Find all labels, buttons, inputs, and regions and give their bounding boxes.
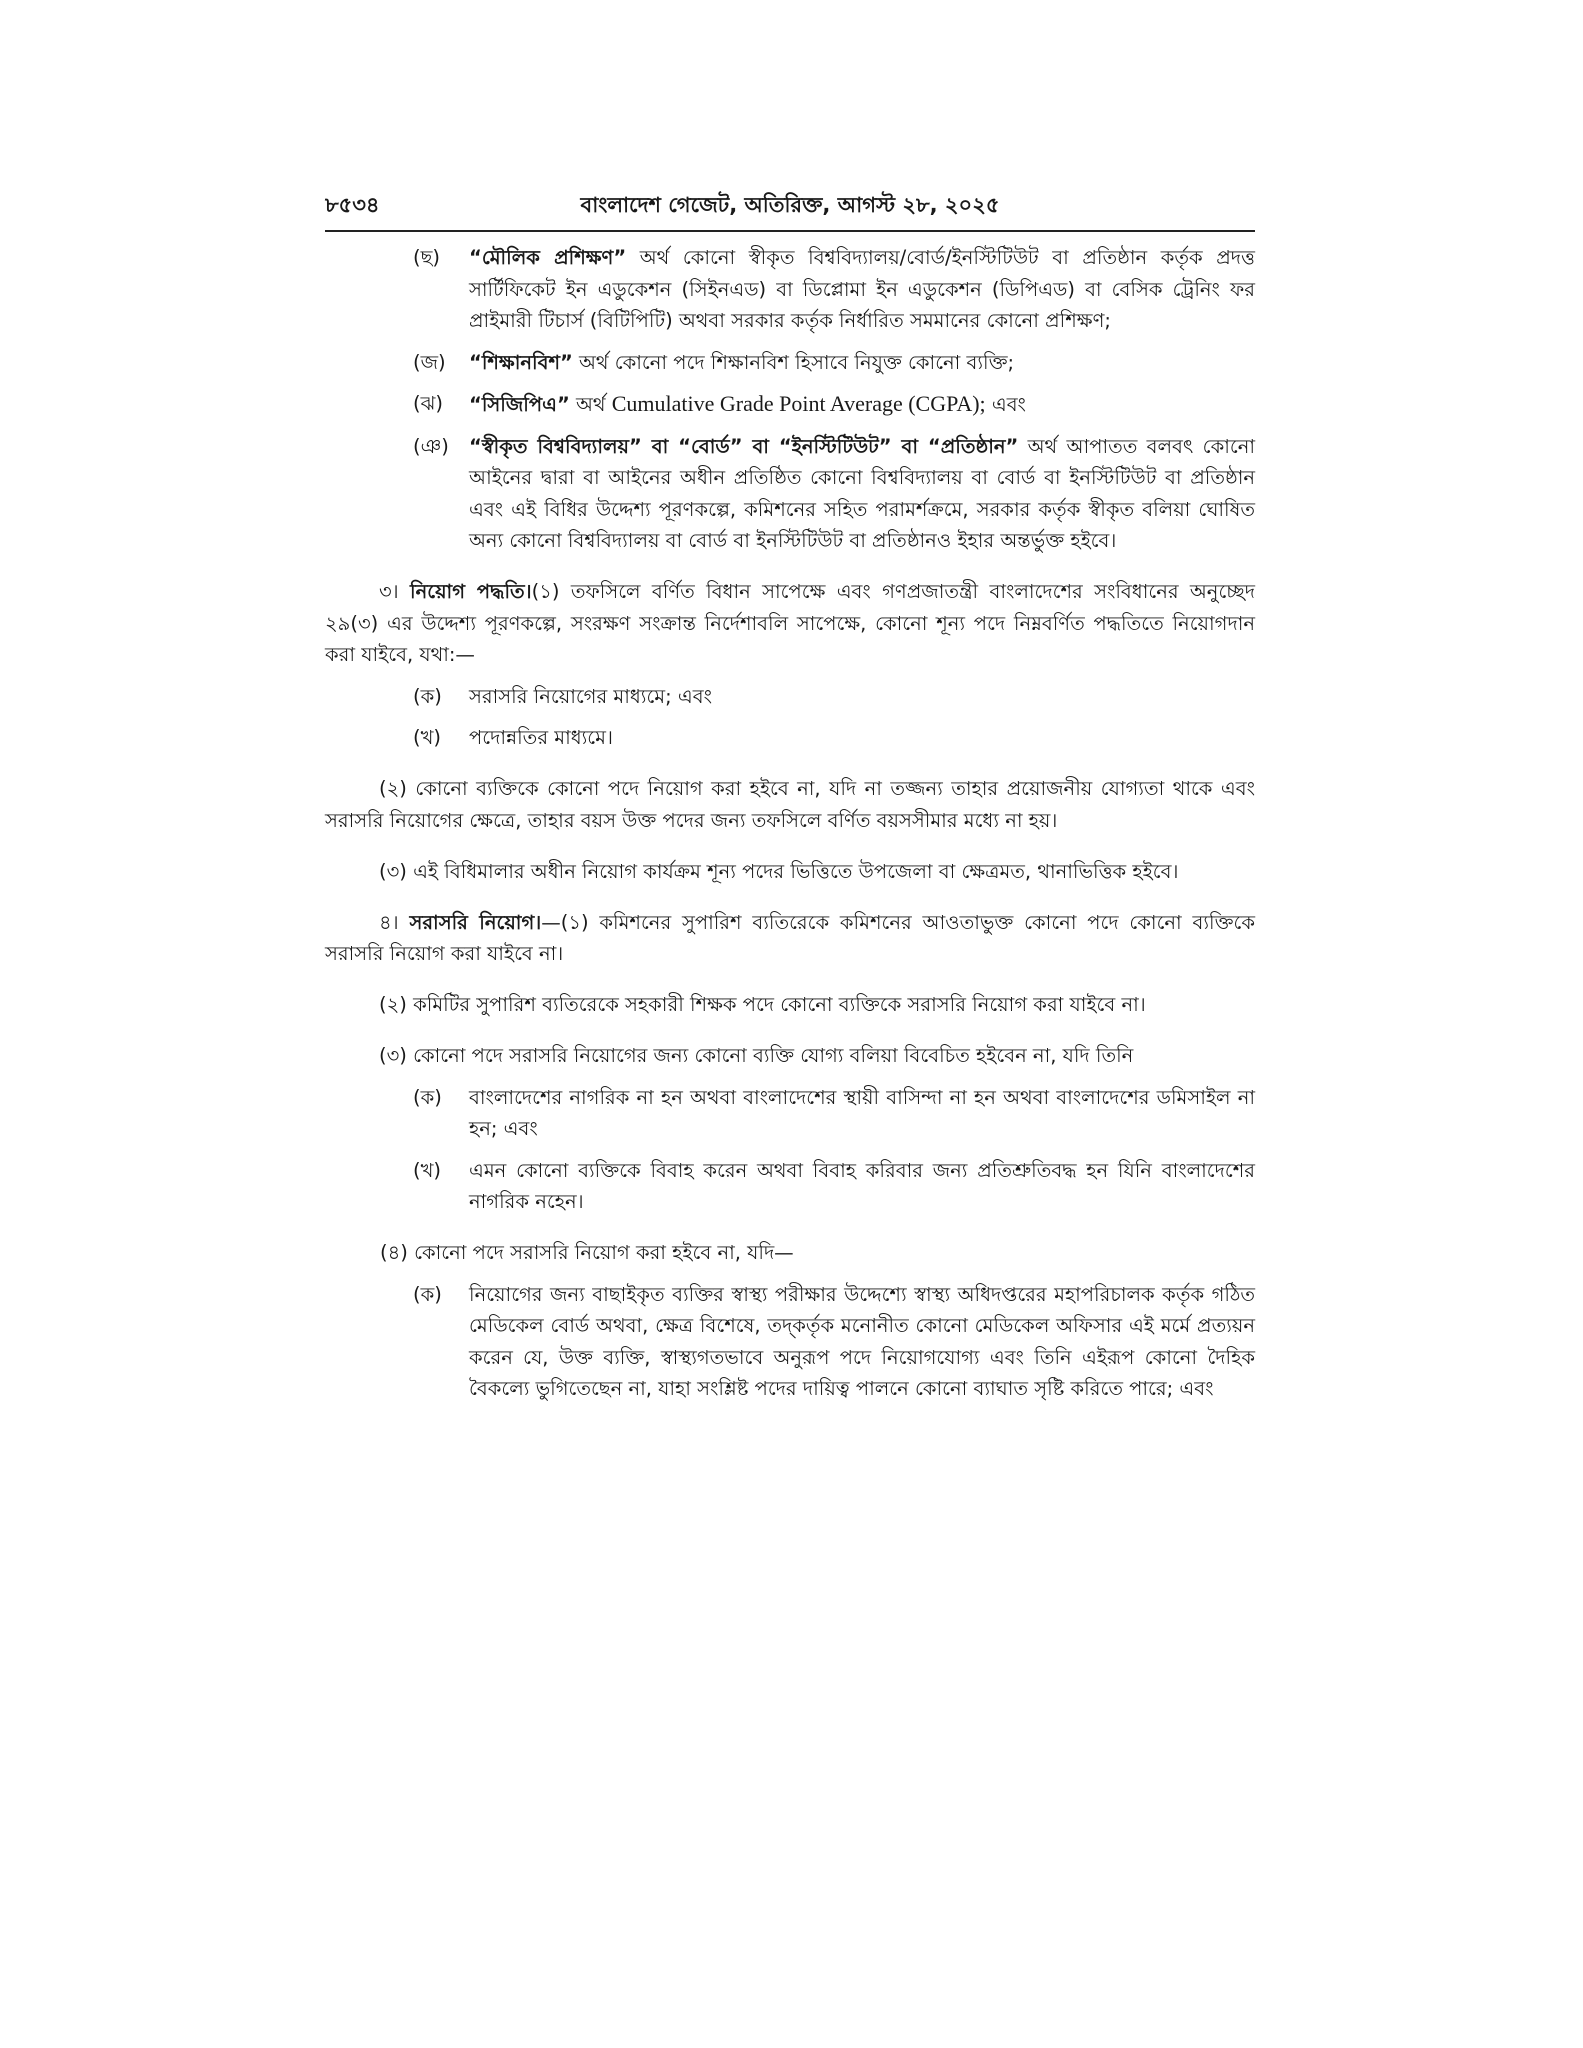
list-item-label: (খ) <box>413 1158 442 1182</box>
definition-label: (জ) <box>413 350 446 374</box>
definition-term: “সিজিপিএ” <box>469 393 570 416</box>
definition-text: অর্থ কোনো স্বীকৃত বিশ্ববিদ্যালয়/বোর্ড/ইনস্টিটিউট বা প্রতিষ্ঠান কর্তৃক প্রদত্ত সার্টিফিকেট ইন এডুকেশন (সিইনএড) বা ডিপ্লোমা ইন এডুকেশন (ডিপিএড) বা বেসিক ট্রেনিং ফর প্রাইমারী টিচার্স (বিটিপিটি) অথবা সরকার কর্তৃক নির্ধারিত সমমানের কোনো প্রশিক্ষণ; <box>469 246 1255 332</box>
list-item-text: বাংলাদেশের নাগরিক না হন অথবা বাংলাদেশের স্থায়ী বাসিন্দা না হন অথবা বাংলাদেশের ডমিসাইল না হন; এবং <box>469 1085 1255 1140</box>
rule-4-number: ৪। <box>379 910 399 934</box>
definition-text: অর্থ কোনো পদে শিক্ষানবিশ হিসাবে নিযুক্ত কোনো ব্যক্তি; <box>572 350 1015 374</box>
list-item-label: (ক) <box>413 684 442 708</box>
rule-3-subrule-3: (৩) এই বিধিমালার অধীন নিয়োগ কার্যক্রম শূন্য পদের ভিত্তিতে উপজেলা বা ক্ষেত্রমত, থানাভিত্তিক হইবে। <box>379 859 1179 883</box>
definition-label: (ঞ) <box>413 434 449 458</box>
rule-3-number: ৩। <box>379 580 399 603</box>
rule-4-subrule-3: (৩) কোনো পদে সরাসরি নিয়োগের জন্য কোনো ব্যক্তি যোগ্য বলিয়া বিবেচিত হইবেন না, যদি তিনি <box>379 1044 1134 1067</box>
header-divider <box>325 230 1255 232</box>
page-number: ৮৫৩৪ <box>325 193 380 217</box>
rule-4-paragraph <box>325 907 1255 970</box>
rule-3-subrule-2: (২) কোনো ব্যক্তিকে কোনো পদে নিয়োগ করা হইবে না, যদি না তজ্জন্য তাহার প্রয়োজনীয় যোগ্যতা থাকে এবং সরাসরি নিয়োগের ক্ষেত্রে, তাহার বয়স উক্ত পদের জন্য তফসিলে বর্ণিত বয়সসীমার মধ্যে না হয়। <box>325 777 1255 832</box>
definition-item <box>325 388 1255 421</box>
rule-3-list-item <box>325 681 1255 713</box>
rule-4-sub3-item <box>325 1082 1255 1145</box>
list-item-label: (ক) <box>413 1282 442 1306</box>
rule-4-sub4-item <box>325 1279 1255 1405</box>
definition-term: “শিক্ষানবিশ” <box>469 350 573 374</box>
rule-3-paragraph <box>325 576 1255 671</box>
rule-4-subrule-2: (২) কমিটির সুপারিশ ব্যতিরেকে সহকারী শিক্ষক পদে কোনো ব্যক্তিকে সরাসরি নিয়োগ করা যাইবে না। <box>379 993 1146 1016</box>
definition-term: “স্বীকৃত বিশ্ববিদ্যালয়” বা “বোর্ড” বা “ইনস্টিটিউট” বা “প্রতিষ্ঠান” <box>469 434 1019 458</box>
definition-text-english: Cumulative Grade Point Average (CGPA); <box>611 391 986 416</box>
list-item-text: নিয়োগের জন্য বাছাইকৃত ব্যক্তির স্বাস্থ্য পরীক্ষার উদ্দেশ্যে স্বাস্থ্য অধিদপ্তরের মহাপরিচালক কর্তৃক গঠিত মেডিকেল বোর্ড অথবা, ক্ষেত্র বিশেষে, তদ্কর্তৃক মনোনীত কোনো মেডিকেল অফিসার এই মর্মে প্রত্যয়ন করেন যে, উক্ত ব্যক্তি, স্বাস্থ্যগতভাবে অনুরূপ পদে নিয়োগযোগ্য এবং তিনি এইরূপ কোনো দৈহিক বৈকল্যে ভুগিতেছেন না, যাহা সংশ্লিষ্ট পদের দায়িত্ব পালনে কোনো ব্যাঘাত সৃষ্টি করিতে পারে; এবং <box>469 1282 1255 1400</box>
list-item-label: (খ) <box>413 726 442 749</box>
definition-text: অর্থ আপাতত বলবৎ কোনো আইনের দ্বারা বা আইনের অধীন প্রতিষ্ঠিত কোনো বিশ্ববিদ্যালয় বা বোর্ড বা ইনস্টিটিউট বা প্রতিষ্ঠান এবং এই বিধির উদ্দেশ্য পূরণকল্পে, কমিশনের সহিত পরামর্শক্রমে, সরকার কর্তৃক স্বীকৃত বলিয়া ঘোষিত অন্য কোনো বিশ্ববিদ্যালয় বা বোর্ড বা ইনস্টিটিউট বা প্রতিষ্ঠানও ইহার অন্তর্ভুক্ত হইবে। <box>469 434 1255 552</box>
rule-4-heading: সরাসরি নিয়োগ। <box>409 910 542 934</box>
gazette-title: বাংলাদেশ গেজেট, অতিরিক্ত, আগস্ট ২৮, ২০২৫ <box>580 193 1000 217</box>
list-item-text: পদোন্নতির মাধ্যমে। <box>469 726 613 749</box>
definition-item <box>325 242 1255 337</box>
definition-item <box>325 347 1255 379</box>
definition-label: (ঝ) <box>413 392 443 415</box>
rule-4-sub3-item <box>325 1155 1255 1218</box>
list-item-label: (ক) <box>413 1085 442 1109</box>
definition-item <box>325 431 1255 557</box>
definition-text-after: এবং <box>985 393 1026 416</box>
page-header <box>325 187 1255 223</box>
rule-4-subrule-4: (৪) কোনো পদে সরাসরি নিয়োগ করা হইবে না, যদি— <box>380 1241 794 1264</box>
list-item-text: এমন কোনো ব্যক্তিকে বিবাহ করেন অথবা বিবাহ করিবার জন্য প্রতিশ্রুতিবদ্ধ হন যিনি বাংলাদেশের নাগরিক নহেন। <box>469 1158 1255 1213</box>
rule-3-text: (১) তফসিলে বর্ণিত বিধান সাপেক্ষে এবং গণপ্রজাতন্ত্রী বাংলাদেশের সংবিধানের অনুচ্ছেদ ২৯(৩) এর উদ্দেশ্য পূরণকল্পে, সংরক্ষণ সংক্রান্ত নির্দেশাবলি সাপেক্ষে, কোনো শূন্য পদে নিম্নবর্ণিত পদ্ধতিতে নিয়োগদান করা যাইবে, যথা:— <box>325 580 1255 666</box>
document-body <box>325 242 1255 1415</box>
definition-text: অর্থ <box>569 393 612 416</box>
definition-term: “মৌলিক প্রশিক্ষণ” <box>469 246 627 269</box>
definition-label: (ছ) <box>413 246 441 269</box>
rule-4-text: —(১) কমিশনের সুপারিশ ব্যতিরেকে কমিশনের আওতাভুক্ত কোনো পদে কোনো ব্যক্তিকে সরাসরি নিয়োগ করা যাইবে না। <box>325 910 1255 965</box>
list-item-text: সরাসরি নিয়োগের মাধ্যমে; এবং <box>469 684 712 708</box>
rule-3-heading: নিয়োগ পদ্ধতি। <box>410 580 532 603</box>
rule-3-list-item <box>325 722 1255 754</box>
